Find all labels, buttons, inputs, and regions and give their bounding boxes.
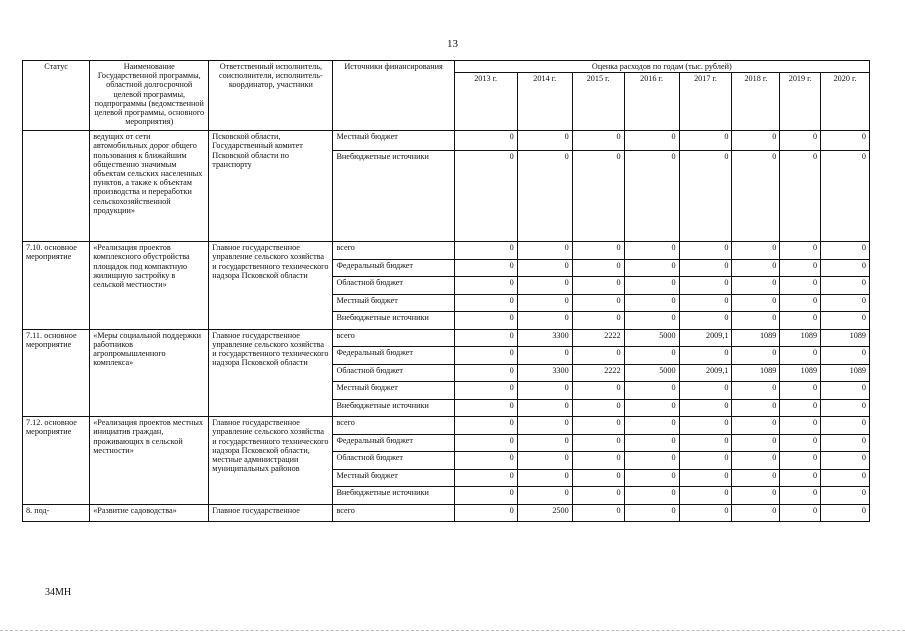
table-row xyxy=(23,131,870,151)
value-cell: 0 xyxy=(732,469,780,487)
source-cell: Местный бюджет xyxy=(333,469,454,487)
status-cell: 8. под- xyxy=(23,504,90,522)
value-cell: 0 xyxy=(732,452,780,470)
value-cell: 0 xyxy=(780,347,821,365)
value-cell: 0 xyxy=(624,347,679,365)
value-cell: 0 xyxy=(732,504,780,522)
value-cell: 0 xyxy=(624,131,679,151)
name-cell: «Реализация проектов местных инициатив граждан, проживающих в сельской местности» xyxy=(90,417,209,505)
value-cell: 0 xyxy=(517,151,572,242)
value-cell: 0 xyxy=(517,242,572,260)
value-cell: 0 xyxy=(572,504,624,522)
table-row xyxy=(23,242,870,260)
value-cell: 0 xyxy=(821,434,870,452)
value-cell: 0 xyxy=(572,312,624,330)
value-cell: 0 xyxy=(732,434,780,452)
value-cell: 0 xyxy=(679,487,732,505)
value-cell: 0 xyxy=(821,312,870,330)
value-cell: 0 xyxy=(572,242,624,260)
value-cell: 0 xyxy=(572,434,624,452)
source-cell: Федеральный бюджет xyxy=(333,434,454,452)
source-cell: Федеральный бюджет xyxy=(333,347,454,365)
source-cell: Внебюджетные источники xyxy=(333,487,454,505)
page-number: 13 xyxy=(447,38,458,50)
value-cell: 0 xyxy=(624,277,679,295)
value-cell: 0 xyxy=(517,434,572,452)
value-cell: 0 xyxy=(821,382,870,400)
name-cell: «Развитие садоводства» xyxy=(90,504,209,522)
value-cell: 3300 xyxy=(517,329,572,347)
year-header: 2017 г. xyxy=(679,73,732,131)
table-body xyxy=(23,131,870,522)
value-cell: 0 xyxy=(454,312,517,330)
value-cell: 0 xyxy=(624,399,679,417)
value-cell: 0 xyxy=(679,469,732,487)
value-cell: 0 xyxy=(624,151,679,242)
status-cell: 7.11. основное мероприятие xyxy=(23,329,90,417)
value-cell: 0 xyxy=(732,399,780,417)
source-cell: Областной бюджет xyxy=(333,364,454,382)
value-cell: 0 xyxy=(572,487,624,505)
value-cell: 0 xyxy=(679,312,732,330)
value-cell: 0 xyxy=(679,399,732,417)
value-cell: 0 xyxy=(732,347,780,365)
table-row xyxy=(23,329,870,347)
value-cell: 0 xyxy=(624,294,679,312)
year-header: 2016 г. xyxy=(624,73,679,131)
value-cell: 0 xyxy=(517,452,572,470)
value-cell: 0 xyxy=(821,131,870,151)
status-cell xyxy=(23,131,90,242)
value-cell: 0 xyxy=(454,452,517,470)
footer-code: 34МН xyxy=(45,587,72,598)
value-cell: 2222 xyxy=(572,364,624,382)
value-cell: 0 xyxy=(679,417,732,435)
value-cell: 0 xyxy=(780,452,821,470)
value-cell: 0 xyxy=(572,452,624,470)
value-cell: 0 xyxy=(679,434,732,452)
value-cell: 0 xyxy=(732,487,780,505)
name-cell: ведущих от сети автомобильных дорог общего пользования к ближайшим общественно значимым объектам сельских населенных пунктов, а также к объектам производства и переработки сельскохозяйственной продукции» xyxy=(90,131,209,242)
value-cell: 0 xyxy=(454,382,517,400)
value-cell: 0 xyxy=(732,277,780,295)
value-cell: 0 xyxy=(732,259,780,277)
source-cell: Областной бюджет xyxy=(333,452,454,470)
value-cell: 0 xyxy=(454,487,517,505)
value-cell: 0 xyxy=(624,417,679,435)
value-cell: 0 xyxy=(624,434,679,452)
source-cell: Внебюджетные источники xyxy=(333,312,454,330)
value-cell: 0 xyxy=(454,294,517,312)
value-cell: 0 xyxy=(572,131,624,151)
value-cell: 0 xyxy=(454,242,517,260)
value-cell: 0 xyxy=(780,242,821,260)
year-header: 2015 г. xyxy=(572,73,624,131)
responsible-cell: Главное государственное управление сельского хозяйства и государственного технического надзора Псковской области, местные администрации муниципальных районов xyxy=(209,417,333,505)
value-cell: 0 xyxy=(780,469,821,487)
value-cell: 0 xyxy=(624,452,679,470)
value-cell: 0 xyxy=(732,312,780,330)
value-cell: 0 xyxy=(572,469,624,487)
value-cell: 0 xyxy=(454,434,517,452)
source-cell: Местный бюджет xyxy=(333,294,454,312)
year-header: 2018 г. xyxy=(732,73,780,131)
value-cell: 1089 xyxy=(732,329,780,347)
value-cell: 0 xyxy=(679,504,732,522)
value-cell: 0 xyxy=(821,417,870,435)
value-cell: 0 xyxy=(821,277,870,295)
name-cell: «Меры социальной поддержки работников агропромышленного комплекса» xyxy=(90,329,209,417)
source-cell: всего xyxy=(333,242,454,260)
year-header: 2019 г. xyxy=(780,73,821,131)
value-cell: 2009,1 xyxy=(679,364,732,382)
value-cell: 0 xyxy=(517,469,572,487)
value-cell: 0 xyxy=(821,242,870,260)
status-cell: 7.12. основное мероприятие xyxy=(23,417,90,505)
source-cell: Внебюджетные источники xyxy=(333,399,454,417)
value-cell: 0 xyxy=(624,242,679,260)
value-cell: 0 xyxy=(679,452,732,470)
value-cell: 3300 xyxy=(517,364,572,382)
responsible-cell: Главное государственное xyxy=(209,504,333,522)
value-cell: 0 xyxy=(780,504,821,522)
value-cell: 0 xyxy=(679,382,732,400)
value-cell: 0 xyxy=(517,294,572,312)
value-cell: 0 xyxy=(821,504,870,522)
value-cell: 0 xyxy=(732,242,780,260)
value-cell: 0 xyxy=(732,294,780,312)
value-cell: 0 xyxy=(454,151,517,242)
header-estimate: Оценка расходов по годам (тыс. рублей) xyxy=(454,61,869,73)
value-cell: 2009,1 xyxy=(679,329,732,347)
value-cell: 0 xyxy=(624,504,679,522)
value-cell: 0 xyxy=(780,434,821,452)
value-cell: 0 xyxy=(780,312,821,330)
value-cell: 0 xyxy=(821,452,870,470)
value-cell: 0 xyxy=(821,347,870,365)
responsible-cell: Псковской области, Государственный комитет Псковской области по транспорту xyxy=(209,131,333,242)
page-edge-line xyxy=(0,630,905,631)
value-cell: 0 xyxy=(679,151,732,242)
value-cell: 0 xyxy=(679,242,732,260)
value-cell: 1089 xyxy=(821,364,870,382)
value-cell: 1089 xyxy=(780,364,821,382)
value-cell: 0 xyxy=(821,399,870,417)
value-cell: 0 xyxy=(572,347,624,365)
name-cell: «Реализация проектов комплексного обустройства площадок под компактную жилищную застройку в сельской местности» xyxy=(90,242,209,330)
value-cell: 0 xyxy=(624,382,679,400)
budget-table xyxy=(22,60,870,522)
value-cell: 2222 xyxy=(572,329,624,347)
value-cell: 0 xyxy=(454,504,517,522)
header-name: Наименование Государственной программы, областной долгосрочной целевой программы, подпрограммы (ведомственной целевой программы, основного мероприятия) xyxy=(90,61,209,131)
status-cell: 7.10. основное мероприятие xyxy=(23,242,90,330)
value-cell: 0 xyxy=(780,294,821,312)
header-row xyxy=(23,61,870,73)
value-cell: 0 xyxy=(780,259,821,277)
value-cell: 0 xyxy=(821,294,870,312)
value-cell: 1089 xyxy=(780,329,821,347)
value-cell: 0 xyxy=(732,131,780,151)
source-cell: Внебюджетные источники xyxy=(333,151,454,242)
value-cell: 1089 xyxy=(821,329,870,347)
value-cell: 0 xyxy=(572,277,624,295)
value-cell: 0 xyxy=(780,151,821,242)
value-cell: 0 xyxy=(679,131,732,151)
value-cell: 0 xyxy=(732,382,780,400)
table-row xyxy=(23,504,870,522)
value-cell: 0 xyxy=(821,259,870,277)
source-cell: Областной бюджет xyxy=(333,277,454,295)
value-cell: 0 xyxy=(454,347,517,365)
value-cell: 1089 xyxy=(732,364,780,382)
value-cell: 0 xyxy=(679,277,732,295)
source-cell: Местный бюджет xyxy=(333,131,454,151)
value-cell: 0 xyxy=(572,151,624,242)
value-cell: 0 xyxy=(454,364,517,382)
year-header: 2020 г. xyxy=(821,73,870,131)
value-cell: 0 xyxy=(454,469,517,487)
value-cell: 0 xyxy=(454,277,517,295)
value-cell: 0 xyxy=(517,131,572,151)
header-sources: Источники финансирования xyxy=(333,61,454,131)
table-row xyxy=(23,417,870,435)
value-cell: 0 xyxy=(572,294,624,312)
source-cell: всего xyxy=(333,329,454,347)
value-cell: 0 xyxy=(454,329,517,347)
value-cell: 0 xyxy=(780,487,821,505)
year-header: 2014 г. xyxy=(517,73,572,131)
value-cell: 0 xyxy=(517,417,572,435)
value-cell: 5000 xyxy=(624,329,679,347)
value-cell: 0 xyxy=(624,312,679,330)
value-cell: 0 xyxy=(572,382,624,400)
value-cell: 0 xyxy=(780,277,821,295)
value-cell: 0 xyxy=(572,259,624,277)
value-cell: 0 xyxy=(732,151,780,242)
source-cell: всего xyxy=(333,417,454,435)
value-cell: 0 xyxy=(780,131,821,151)
value-cell: 0 xyxy=(821,487,870,505)
header-responsible: Ответственный исполнитель, соисполнители, исполнитель-координатор, участники xyxy=(209,61,333,131)
value-cell: 0 xyxy=(454,399,517,417)
value-cell: 0 xyxy=(821,469,870,487)
value-cell: 2500 xyxy=(517,504,572,522)
value-cell: 0 xyxy=(624,259,679,277)
value-cell: 0 xyxy=(454,131,517,151)
value-cell: 0 xyxy=(572,399,624,417)
source-cell: Федеральный бюджет xyxy=(333,259,454,277)
value-cell: 0 xyxy=(517,347,572,365)
year-header: 2013 г. xyxy=(454,73,517,131)
value-cell: 0 xyxy=(517,277,572,295)
source-cell: Местный бюджет xyxy=(333,382,454,400)
responsible-cell: Главное государственное управление сельского хозяйства и государственного технического надзора Псковской области xyxy=(209,242,333,330)
responsible-cell: Главное государственное управление сельского хозяйства и государственного технического надзора Псковской области xyxy=(209,329,333,417)
value-cell: 0 xyxy=(821,151,870,242)
value-cell: 0 xyxy=(572,417,624,435)
value-cell: 0 xyxy=(517,312,572,330)
value-cell: 0 xyxy=(517,487,572,505)
source-cell: всего xyxy=(333,504,454,522)
value-cell: 0 xyxy=(454,417,517,435)
header-status: Статус xyxy=(23,61,90,131)
value-cell: 0 xyxy=(732,417,780,435)
value-cell: 0 xyxy=(517,259,572,277)
value-cell: 5000 xyxy=(624,364,679,382)
value-cell: 0 xyxy=(517,382,572,400)
value-cell: 0 xyxy=(679,259,732,277)
value-cell: 0 xyxy=(679,294,732,312)
value-cell: 0 xyxy=(517,399,572,417)
value-cell: 0 xyxy=(780,417,821,435)
value-cell: 0 xyxy=(454,259,517,277)
value-cell: 0 xyxy=(679,347,732,365)
value-cell: 0 xyxy=(780,399,821,417)
value-cell: 0 xyxy=(624,469,679,487)
value-cell: 0 xyxy=(780,382,821,400)
value-cell: 0 xyxy=(624,487,679,505)
